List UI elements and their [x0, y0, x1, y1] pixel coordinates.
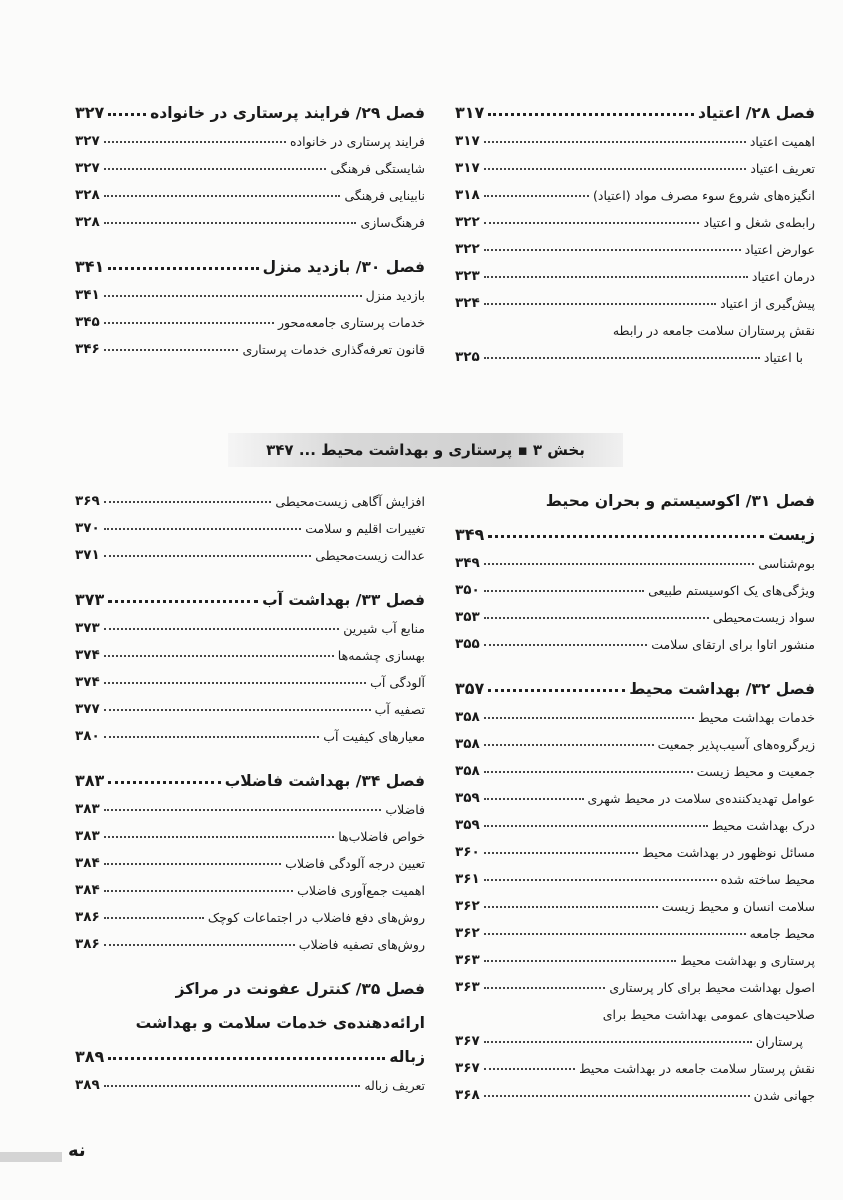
entry-title: عوامل تهدیدکننده‌ی سلامت در محیط شهری — [587, 791, 815, 806]
dot-leader — [104, 655, 334, 657]
toc-entry[interactable] — [455, 625, 815, 652]
toc-entry[interactable] — [75, 122, 425, 149]
dot-leader — [104, 836, 334, 838]
toc-line — [455, 1022, 815, 1049]
toc-line — [455, 598, 815, 625]
toc-line — [455, 995, 815, 1022]
entry-title: مسائل نوظهور در بهداشت محیط — [642, 845, 815, 860]
dot-leader — [484, 771, 693, 773]
entry-title: جمعیت و محیط زیست — [696, 764, 815, 779]
toc-line — [75, 509, 425, 536]
dot-leader — [104, 863, 281, 865]
toc-line — [455, 664, 815, 698]
page-number: ۳۲۸ — [75, 214, 100, 230]
page-number: ۳۷۴ — [75, 674, 100, 690]
dot-leader — [484, 195, 589, 197]
entry-title: بهسازی چشمه‌ها — [337, 648, 425, 663]
page-number: ۳۲۷ — [75, 103, 105, 122]
entry-title: درک بهداشت محیط — [711, 818, 815, 833]
dot-leader — [484, 825, 708, 827]
toc-entry[interactable] — [455, 257, 815, 284]
toc-entry[interactable] — [75, 176, 425, 203]
toc-entry[interactable] — [455, 914, 815, 941]
entry-title: پیش‌گیری از اعتیاد — [720, 296, 815, 311]
entry-title: صلاحیت‌های عمومی بهداشت محیط برای — [602, 1007, 815, 1022]
entry-title: منشور اتاوا برای ارتقای سلامت — [651, 637, 815, 652]
dot-leader — [484, 590, 644, 592]
toc-line — [455, 176, 815, 203]
entry-title: خواص فاضلاب‌ها — [338, 829, 425, 844]
dot-leader — [484, 717, 694, 719]
page-number: ۳۶۲ — [455, 925, 480, 941]
toc-entry[interactable] — [75, 609, 425, 636]
toc-entry[interactable] — [455, 968, 815, 995]
dot-leader — [108, 113, 146, 116]
dot-leader — [484, 303, 716, 305]
toc-line — [455, 698, 815, 725]
toc-line — [455, 149, 815, 176]
dot-leader — [484, 249, 741, 251]
toc-entry[interactable] — [75, 276, 425, 303]
chapter-entry[interactable] — [75, 88, 425, 122]
toc-line — [455, 941, 815, 968]
page-number: ۳۵۹ — [455, 790, 480, 806]
toc-line — [455, 1049, 815, 1076]
entry-title: تعریف اعتیاد — [750, 161, 815, 176]
page-number: ۳۲۵ — [455, 349, 480, 365]
entry-title: فصل ۳۰/ بازدید منزل — [262, 258, 425, 276]
toc-entry[interactable] — [455, 149, 815, 176]
dot-leader — [104, 295, 362, 297]
toc-line — [75, 242, 425, 276]
page-number: ۳۸۳ — [75, 828, 100, 844]
page-number: ۳۷۷ — [75, 701, 100, 717]
toc-line — [75, 663, 425, 690]
entry-title: نابینایی فرهنگی — [344, 188, 425, 203]
toc-entry[interactable] — [455, 806, 815, 833]
entry-title: افزایش آگاهی زیست‌محیطی — [275, 494, 425, 509]
toc-column-right-bottom — [455, 476, 815, 1103]
toc-line — [455, 88, 815, 122]
folio-bar — [0, 1152, 62, 1162]
dot-leader — [484, 879, 717, 881]
page-number: ۳۶۰ — [455, 844, 480, 860]
page-number: ۳۶۹ — [75, 493, 100, 509]
entry-title: نقش پرستاران سلامت جامعه در رابطه — [612, 323, 815, 338]
toc-entry[interactable] — [455, 571, 815, 598]
dot-leader — [104, 890, 293, 892]
toc-entry[interactable] — [75, 690, 425, 717]
toc-entry[interactable] — [455, 1049, 815, 1076]
toc-entry[interactable] — [455, 725, 815, 752]
toc-entry[interactable] — [75, 303, 425, 330]
dot-leader — [484, 987, 606, 989]
toc-column-right-top — [455, 88, 815, 365]
page-number: ۳۱۷ — [455, 133, 480, 149]
toc-line — [75, 817, 425, 844]
toc-line — [75, 844, 425, 871]
toc-line — [455, 510, 815, 544]
toc-column-left-top — [75, 88, 425, 357]
toc-line — [455, 257, 815, 284]
dot-leader — [488, 113, 694, 116]
entry-title: زیرگروه‌های آسیب‌پذیر جمعیت — [657, 737, 815, 752]
toc-entry[interactable] — [455, 122, 815, 149]
page-number: ۳۶۳ — [455, 979, 480, 995]
entry-title: ویژگی‌های یک اکوسیستم طبیعی — [648, 583, 815, 598]
dot-leader — [104, 141, 286, 143]
page-number: ۳۵۰ — [455, 582, 480, 598]
dot-leader — [484, 744, 654, 746]
page-number: ۳۲۸ — [75, 187, 100, 203]
toc-entry[interactable] — [455, 176, 815, 203]
toc-line — [455, 476, 815, 510]
dot-leader — [484, 563, 755, 565]
dot-leader — [484, 222, 700, 224]
entry-title: عوارض اعتیاد — [744, 242, 815, 257]
page-folio: نه — [68, 1140, 86, 1161]
chapter-entry[interactable] — [75, 242, 425, 276]
dot-leader — [484, 276, 748, 278]
page-number: ۳۴۹ — [455, 555, 480, 571]
toc-entry[interactable] — [75, 1066, 425, 1093]
chapter-entry[interactable] — [75, 964, 425, 1066]
page-number: ۳۸۰ — [75, 728, 100, 744]
page-number: ۳۷۳ — [75, 590, 105, 609]
entry-title: سلامت انسان و محیط زیست — [661, 899, 815, 914]
toc-line — [75, 636, 425, 663]
entry-title: عدالت زیست‌محیطی — [315, 548, 425, 563]
toc-line — [75, 871, 425, 898]
chapter-entry[interactable] — [455, 88, 815, 122]
toc-entry[interactable] — [455, 752, 815, 779]
entry-title: محیط جامعه — [749, 926, 815, 941]
toc-line — [455, 625, 815, 652]
page-number: ۳۲۷ — [75, 160, 100, 176]
entry-title: تعریف زباله — [364, 1078, 425, 1093]
dot-leader — [104, 528, 302, 530]
dot-leader — [484, 1041, 752, 1043]
toc-entry[interactable] — [75, 817, 425, 844]
dot-leader — [108, 267, 258, 270]
page-number: ۳۸۶ — [75, 936, 100, 952]
page-number: ۳۱۷ — [455, 103, 485, 122]
page-number: ۳۸۳ — [75, 801, 100, 817]
dot-leader — [484, 960, 677, 962]
page-number: ۳۶۷ — [455, 1060, 480, 1076]
toc-entry[interactable] — [455, 941, 815, 968]
entry-title: تصفیه آب — [374, 702, 425, 717]
entry-title: فصل ۳۱/ اکوسیستم و بحران محیط — [545, 492, 815, 510]
entry-title: پرستاری و بهداشت محیط — [680, 953, 815, 968]
toc-line — [75, 1032, 425, 1066]
dot-leader — [104, 195, 341, 197]
page-number: ۳۶۷ — [455, 1033, 480, 1049]
page-number: ۳۵۵ — [455, 636, 480, 652]
dot-leader — [484, 1095, 750, 1097]
dot-leader — [104, 944, 295, 946]
page-number: ۳۶۸ — [455, 1087, 480, 1103]
page-number: ۳۵۸ — [455, 736, 480, 752]
toc-entry[interactable] — [455, 833, 815, 860]
toc-line — [75, 203, 425, 230]
page-number: ۳۷۴ — [75, 647, 100, 663]
toc-line — [455, 833, 815, 860]
entry-title: درمان اعتیاد — [751, 269, 815, 284]
toc-line — [455, 203, 815, 230]
toc-line — [75, 303, 425, 330]
dot-leader — [108, 781, 220, 784]
toc-line — [75, 1066, 425, 1093]
page-number: ۳۸۳ — [75, 771, 105, 790]
page-number: ۳۶۲ — [455, 898, 480, 914]
dot-leader — [104, 809, 382, 811]
toc-entry[interactable] — [455, 1076, 815, 1103]
toc-entry[interactable] — [75, 925, 425, 952]
entry-title: فصل ۲۹/ فرایند پرستاری در خانواده — [150, 104, 425, 122]
toc-entry[interactable] — [455, 311, 815, 365]
page-number: ۳۸۶ — [75, 909, 100, 925]
entry-title: جهانی شدن — [753, 1088, 815, 1103]
toc-line — [455, 752, 815, 779]
chapter-entry[interactable] — [75, 756, 425, 790]
entry-title: قانون تعرفه‌گذاری خدمات پرستاری — [242, 342, 425, 357]
toc-line — [75, 717, 425, 744]
entry-title: بوم‌شناسی — [758, 556, 815, 571]
page-number: ۳۸۹ — [75, 1047, 105, 1066]
page-number: ۳۴۱ — [75, 257, 105, 276]
dot-leader — [484, 933, 746, 935]
dot-leader — [104, 501, 272, 503]
page-number: ۳۱۷ — [455, 160, 480, 176]
section-banner: بخش ۳ ▪ پرستاری و بهداشت محیط ... ۳۴۷ — [228, 433, 623, 467]
dot-leader — [104, 628, 340, 630]
entry-title: فصل ۲۸/ اعتیاد — [698, 104, 815, 122]
entry-title: انگیزه‌های شروع سوء مصرف مواد (اعتیاد) — [593, 188, 815, 203]
entry-title: معیارهای کیفیت آب — [323, 729, 425, 744]
page-number: ۳۴۶ — [75, 341, 100, 357]
toc-column-left-bottom — [75, 482, 425, 1093]
page-number: ۳۱۸ — [455, 187, 480, 203]
toc-line — [75, 276, 425, 303]
entry-title: فصل ۳۳/ بهداشت آب — [262, 591, 425, 609]
entry-title: تعیین درجه آلودگی فاضلاب — [285, 856, 425, 871]
entry-title: نقش پرستار سلامت جامعه در بهداشت محیط — [579, 1061, 815, 1076]
toc-line — [75, 122, 425, 149]
dot-leader — [484, 168, 747, 170]
dot-leader — [488, 689, 625, 692]
dot-leader — [104, 222, 357, 224]
entry-title: فرهنگ‌سازی — [360, 215, 425, 230]
toc-line — [75, 756, 425, 790]
entry-title: زیست — [768, 526, 815, 544]
page-number: ۳۸۴ — [75, 855, 100, 871]
toc-line — [75, 330, 425, 357]
toc-line — [75, 149, 425, 176]
entry-title: منابع آب شیرین — [343, 621, 425, 636]
page-number: ۳۸۹ — [75, 1077, 100, 1093]
toc-entry[interactable] — [75, 871, 425, 898]
toc-entry[interactable] — [455, 203, 815, 230]
toc-line — [455, 725, 815, 752]
dot-leader — [484, 852, 639, 854]
dot-leader — [104, 917, 204, 919]
toc-line — [75, 898, 425, 925]
toc-entry[interactable] — [75, 482, 425, 509]
entry-title: پرستاران — [755, 1034, 803, 1049]
entry-title: رابطه‌ی شغل و اعتیاد — [703, 215, 815, 230]
dot-leader — [484, 141, 746, 143]
toc-entry[interactable] — [455, 284, 815, 311]
page-number: ۳۲۲ — [455, 241, 480, 257]
dot-leader — [104, 349, 239, 351]
page-number: ۳۴۹ — [455, 525, 485, 544]
page-number: ۳۶۱ — [455, 871, 480, 887]
toc-line — [455, 860, 815, 887]
toc-line — [455, 571, 815, 598]
toc-entry[interactable] — [455, 230, 815, 257]
page-number: ۳۶۳ — [455, 952, 480, 968]
toc-line — [455, 230, 815, 257]
toc-entry[interactable] — [75, 330, 425, 357]
toc-line — [75, 609, 425, 636]
entry-title: بازدید منزل — [365, 288, 425, 303]
toc-line — [455, 968, 815, 995]
toc-entry[interactable] — [455, 860, 815, 887]
entry-title: اصول بهداشت محیط برای کار پرستاری — [609, 980, 815, 995]
toc-entry[interactable] — [75, 509, 425, 536]
toc-entry[interactable] — [75, 663, 425, 690]
toc-entry[interactable] — [75, 717, 425, 744]
entry-title: اهمیت اعتیاد — [749, 134, 815, 149]
entry-title: سواد زیست‌محیطی — [712, 610, 815, 625]
dot-leader — [108, 600, 258, 603]
chapter-entry[interactable] — [455, 664, 815, 698]
toc-entry[interactable] — [75, 790, 425, 817]
dot-leader — [484, 1068, 575, 1070]
dot-leader — [484, 906, 658, 908]
toc-line — [455, 544, 815, 571]
toc-line — [455, 914, 815, 941]
entry-title: فصل ۳۵/ کنترل عفونت در مراکز — [175, 980, 425, 998]
page-number: ۳۲۲ — [455, 214, 480, 230]
toc-entry[interactable] — [455, 598, 815, 625]
dot-leader — [104, 709, 371, 711]
page-number: ۳۴۵ — [75, 314, 100, 330]
toc-line — [75, 964, 425, 998]
toc-line — [75, 690, 425, 717]
entry-title: تغییرات اقلیم و سلامت — [305, 521, 425, 536]
entry-title: خدمات بهداشت محیط — [698, 710, 815, 725]
entry-title: اهمیت جمع‌آوری فاضلاب — [297, 883, 425, 898]
entry-title: آلودگی آب — [370, 675, 425, 690]
toc-entry[interactable] — [75, 898, 425, 925]
dot-leader — [104, 736, 319, 738]
dot-leader — [484, 798, 584, 800]
page-number: ۳۷۱ — [75, 547, 100, 563]
entry-title: روش‌های دفع فاضلاب در اجتماعات کوچک — [207, 910, 425, 925]
toc-line — [455, 806, 815, 833]
dot-leader — [104, 555, 312, 557]
toc-line — [455, 122, 815, 149]
toc-entry[interactable] — [455, 544, 815, 571]
toc-entry[interactable] — [75, 536, 425, 563]
page-number: ۳۵۷ — [455, 679, 485, 698]
toc-line — [75, 925, 425, 952]
page-number: ۳۵۸ — [455, 763, 480, 779]
dot-leader — [484, 644, 648, 646]
toc-entry[interactable] — [75, 149, 425, 176]
toc-entry[interactable] — [455, 995, 815, 1049]
toc-entry[interactable] — [75, 636, 425, 663]
toc-line — [75, 998, 425, 1032]
toc-line — [455, 887, 815, 914]
dot-leader — [104, 322, 274, 324]
entry-title: با اعتیاد — [763, 350, 803, 365]
page-number: ۳۲۷ — [75, 133, 100, 149]
entry-title: شایستگی فرهنگی — [330, 161, 425, 176]
dot-leader — [488, 535, 764, 538]
entry-title: زباله — [389, 1048, 425, 1066]
chapter-entry[interactable] — [75, 575, 425, 609]
page-number: ۳۷۳ — [75, 620, 100, 636]
dot-leader — [104, 682, 366, 684]
page-number: ۳۴۱ — [75, 287, 100, 303]
entry-title: فصل ۳۴/ بهداشت فاضلاب — [224, 772, 425, 790]
toc-line — [75, 176, 425, 203]
page-number: ۳۲۳ — [455, 268, 480, 284]
dot-leader — [104, 168, 327, 170]
entry-title: فاضلاب — [385, 802, 425, 817]
chapter-entry[interactable] — [455, 476, 815, 544]
page-number: ۳۵۹ — [455, 817, 480, 833]
dot-leader — [108, 1057, 385, 1060]
dot-leader — [484, 357, 760, 359]
page-number: ۳۵۳ — [455, 609, 480, 625]
toc-entry[interactable] — [75, 844, 425, 871]
page-number: ۳۷۰ — [75, 520, 100, 536]
toc-entry[interactable] — [75, 203, 425, 230]
page-number: ۳۵۸ — [455, 709, 480, 725]
dot-leader — [484, 617, 709, 619]
toc-line — [75, 575, 425, 609]
toc-entry[interactable] — [455, 887, 815, 914]
toc-line — [75, 88, 425, 122]
page-number: ۳۸۴ — [75, 882, 100, 898]
toc-line — [455, 311, 815, 338]
toc-line — [455, 338, 815, 365]
toc-entry[interactable] — [455, 779, 815, 806]
entry-title: روش‌های تصفیه فاضلاب — [298, 937, 425, 952]
toc-line — [75, 536, 425, 563]
toc-entry[interactable] — [455, 698, 815, 725]
toc-line — [455, 284, 815, 311]
toc-line — [455, 779, 815, 806]
entry-title: ارائه‌دهنده‌ی خدمات سلامت و بهداشت — [135, 1014, 425, 1032]
page-number: ۳۲۴ — [455, 295, 480, 311]
dot-leader — [104, 1085, 361, 1087]
toc-line — [75, 482, 425, 509]
toc-line — [455, 1076, 815, 1103]
entry-title: فصل ۳۲/ بهداشت محیط — [629, 680, 815, 698]
toc-line — [75, 790, 425, 817]
entry-title: محیط ساخته شده — [720, 872, 815, 887]
entry-title: خدمات پرستاری جامعه‌محور — [278, 315, 425, 330]
entry-title: فرایند پرستاری در خانواده — [290, 134, 425, 149]
